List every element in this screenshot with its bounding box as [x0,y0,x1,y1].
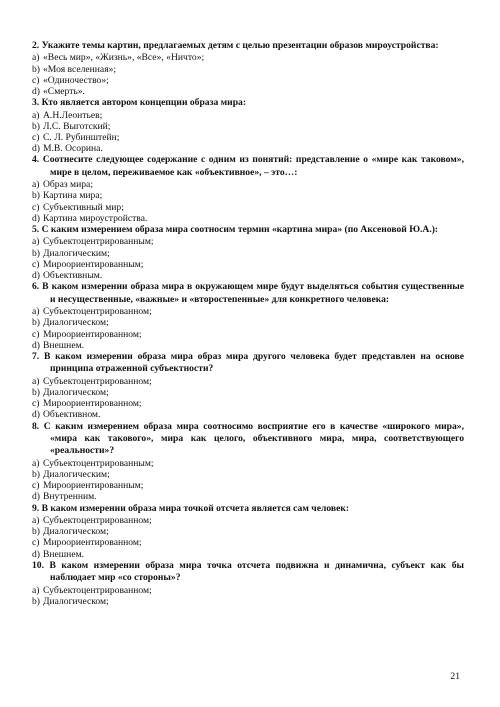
option-text: Диалогическим; [43,247,110,259]
option-text: М.В. Осорина. [43,143,103,155]
option-letter: d) [32,491,40,503]
answer-option [32,306,464,317]
answer-option [32,110,464,121]
option-letter: d) [32,212,40,224]
option-text: Субъектоцентрированном; [43,584,152,596]
answer-option [32,409,464,420]
question-text: 8. С каким измерением образа мира соотносимо восприятие его в качестве «широкого мира», «мира как такового», мира как целого, объективного мира, мира, соответствующего «реальности»? [32,420,464,457]
option-letter: a) [32,52,40,64]
option-text: Мироориентированным; [43,258,144,270]
option-letter: a) [32,109,40,121]
option-letter: b) [32,526,40,538]
page-number: 21 [450,671,460,682]
question-text: 5. С каким измерением образа мира соотносим термин «картина мира» (по Аксеновой Ю.А.): [32,224,439,236]
option-letter: c) [32,132,40,144]
option-text: С. Л. Рубинштейн; [43,132,120,144]
option-letter: d) [32,143,40,155]
option-text: «Одиночество»; [43,74,109,86]
answer-option [32,143,464,154]
option-text: А.Н.Леонтьев; [43,109,103,121]
option-text: Диалогическом; [43,526,109,538]
option-text: Субъектоцентрированным; [43,236,154,248]
option-letter: c) [32,480,40,492]
question-block [32,224,464,281]
answer-option [32,387,464,398]
answer-option [32,190,464,201]
question-block [32,40,464,97]
option-text: Мироориентированном; [43,328,142,340]
answer-option [32,179,464,190]
option-letter: b) [32,386,40,398]
option-text: Субъектоцентрированном; [43,306,152,318]
answer-option [32,236,464,247]
option-text: «Моя вселенная»; [43,63,117,75]
option-letter: b) [32,317,40,329]
option-text: Внешнем. [43,548,85,560]
option-letter: b) [32,247,40,259]
answer-option [32,480,464,491]
option-text: «Весь мир», «Жизнь», «Все», «Ничто»; [43,52,205,64]
question-text: 7. В каком измерении образа мира образ мира другого человека будет представлен на основе принципа отраженной субъектности? [32,350,464,375]
answer-option [32,259,464,270]
option-text: Субъектоцентрированном; [43,514,152,526]
option-text: «Смерть». [43,86,85,98]
option-letter: a) [32,306,40,318]
option-text: Внутренним. [43,491,97,503]
question-block [32,421,464,503]
option-text: Образ мира; [43,179,93,191]
question-block [32,97,464,154]
question-block [32,503,464,560]
option-letter: c) [32,398,40,410]
answer-option [32,469,464,480]
question-text: 9. В каком измерении образа мира точкой отсчета является сам человек: [32,502,350,514]
option-letter: d) [32,86,40,98]
answer-option [32,64,464,75]
option-letter: d) [32,548,40,560]
question-text: 10. В каком измерении образа мира точка отсчета подвижна и динамична, субъект как бы наблюдает мир «со стороны»? [32,559,464,584]
option-letter: a) [32,584,40,596]
option-text: Субъективный мир; [43,201,124,213]
option-text: Объективным. [43,270,103,282]
option-letter: c) [32,258,40,270]
answer-option [32,398,464,409]
answer-option [32,526,464,537]
answer-option [32,537,464,548]
answer-option [32,376,464,387]
answer-option [32,75,464,86]
option-letter: c) [32,74,40,86]
option-text: Картина мироустройства. [43,212,148,224]
option-letter: d) [32,409,40,421]
option-letter: c) [32,328,40,340]
option-letter: a) [32,457,40,469]
option-text: Л.С. Выготский; [43,120,111,132]
option-letter: d) [32,270,40,282]
option-letter: c) [32,201,40,213]
option-text: Внешнем. [43,339,85,351]
option-text: Мироориентированном; [43,398,142,410]
option-letter: b) [32,595,40,607]
answer-option [32,596,464,607]
answer-option [32,213,464,224]
option-letter: a) [32,236,40,248]
answer-option [32,121,464,132]
answer-option [32,317,464,328]
answer-option [32,491,464,502]
question-text: 3. Кто является автором концепции образа мира: [32,97,247,109]
question-text: 6. В каком измерении образа мира в окружающем мире будут выделяться события существенные и несущественные, «важные» и «второстепенные» для конкретного человека: [32,281,464,305]
answer-option [32,329,464,340]
option-letter: a) [32,514,40,526]
option-letter: a) [32,179,40,191]
answer-option [32,248,464,259]
option-text: Мироориентированным; [43,480,144,492]
question-block [32,281,464,351]
answer-option [32,202,464,213]
option-letter: a) [32,375,40,387]
option-text: Диалогическом; [43,595,109,607]
question-text: 2. Укажите темы картин, предлагаемых детям с целью презентации образов мироустройства: [32,40,439,51]
option-letter: b) [32,190,40,202]
option-text: Диалогическим; [43,468,110,480]
option-text: Субъектоцентрированном; [43,375,152,387]
option-text: Субъектоцентрированным; [43,457,154,469]
option-text: Мироориентированном; [43,537,142,549]
answer-option [32,52,464,63]
option-text: Картина мира; [43,190,103,202]
question-block [32,560,464,607]
answer-option [32,458,464,469]
option-text: Диалогическом; [43,386,109,398]
option-letter: b) [32,468,40,480]
option-text: Диалогическом; [43,317,109,329]
answer-option [32,515,464,526]
answer-option [32,86,464,97]
option-letter: d) [32,339,40,351]
option-letter: b) [32,63,40,75]
answer-option [32,340,464,351]
answer-option [32,270,464,281]
answer-option [32,585,464,596]
option-letter: c) [32,537,40,549]
answer-option [32,549,464,560]
question-block [32,154,464,224]
question-text: 4. Соотнесите следующее содержание с одним из понятий: представление о «мире как таковом», мире в целом, переживаемое как «объективное», – это…: [32,154,464,178]
question-block [32,351,464,421]
answer-option [32,132,464,143]
option-text: Объективном. [43,409,101,421]
test-page [32,40,464,607]
option-letter: b) [32,120,40,132]
